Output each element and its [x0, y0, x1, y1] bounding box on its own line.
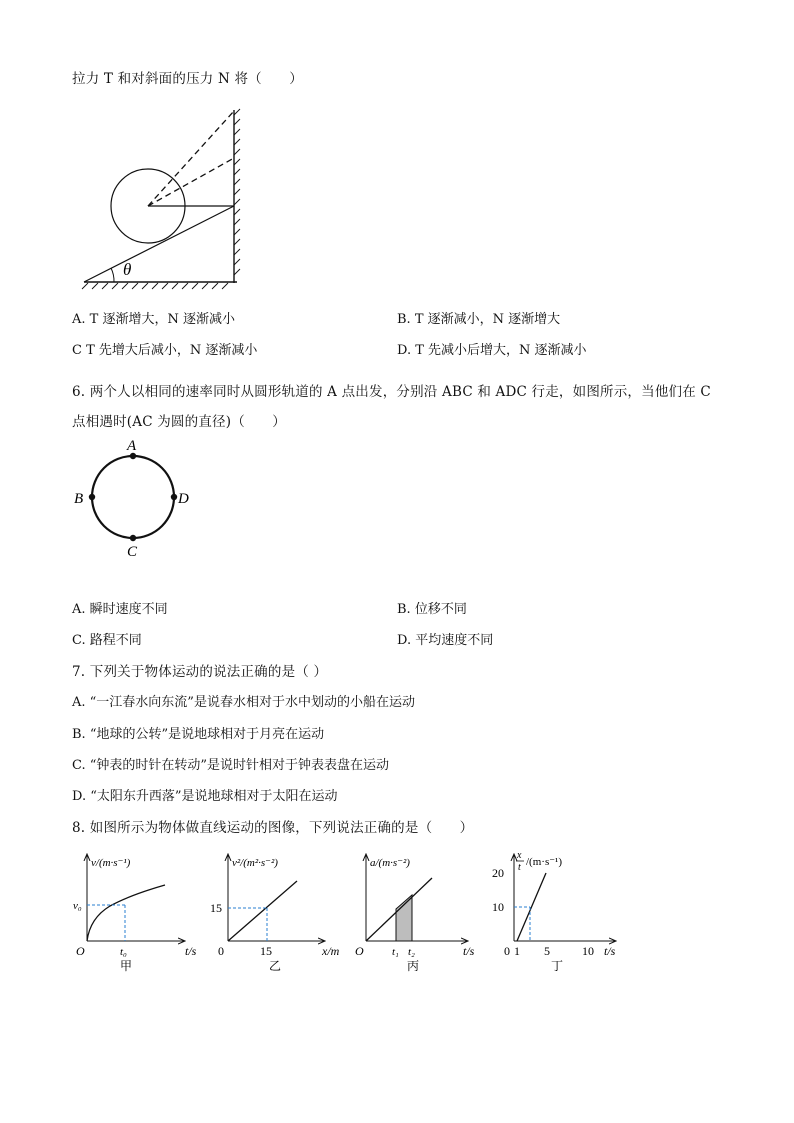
ding-ylabel-num: x: [517, 850, 522, 861]
q5-option-d[interactable]: D. T 先减小后增大，N 逐渐减小: [397, 343, 587, 358]
theta-label: θ: [123, 260, 132, 279]
q6-option-a[interactable]: A. 瞬时速度不同: [72, 602, 168, 617]
yi-caption: 乙: [269, 959, 282, 973]
q6-option-c[interactable]: C. 路程不同: [72, 633, 142, 648]
q6-option-d[interactable]: D. 平均速度不同: [397, 633, 494, 648]
point-a-label: A: [127, 438, 137, 454]
q5-stem-tail: 拉力 T 和对斜面的压力 N 将（ ）: [72, 71, 303, 87]
q6-stem-line1: 6. 两个人以相同的速率同时从圆形轨道的 A 点出发，分别沿 ABC 和 ADC 行走，如图所示，当他们在 C: [72, 384, 711, 400]
bing-xlabel: t/s: [463, 944, 475, 958]
ding-ylabel-den: t: [518, 862, 521, 873]
q7-stem: 7. 下列关于物体运动的说法正确的是（ ）: [72, 664, 328, 680]
yi-xtick: 15: [260, 944, 272, 958]
q6-option-b[interactable]: B. 位移不同: [397, 602, 467, 617]
q7-option-d[interactable]: D. “太阳东升西落”是说地球相对于太阳在运动: [72, 789, 338, 804]
jia-origin: O: [76, 944, 85, 958]
ding-ylabel-unit: /(m·s⁻¹): [526, 856, 562, 868]
graph-bing: [355, 854, 475, 973]
q5-option-c[interactable]: C T 先增大后减小，N 逐渐减小: [72, 343, 258, 358]
jia-xtick: t₀: [120, 946, 127, 958]
q8-stem: 8. 如图所示为物体做直线运动的图像，下列说法正确的是（ ）: [72, 820, 474, 836]
incline-ball-figure: [80, 105, 260, 295]
point-b-label: B: [74, 491, 84, 507]
point-c-label: C: [127, 544, 138, 560]
graph-yi: [210, 854, 340, 973]
q6-stem-line2: 点相遇时(AC 为圆的直径)（ ）: [72, 414, 287, 430]
yi-ylabel: v²/(m²·s⁻²): [232, 857, 278, 869]
bing-xtick1: t₁: [392, 946, 399, 958]
jia-ytick: v₀: [73, 900, 82, 912]
q7-option-b[interactable]: B. “地球的公转”是说地球相对于月亮在运动: [72, 727, 325, 742]
yi-ytick: 15: [210, 901, 222, 915]
jia-xlabel: t/s: [185, 944, 197, 958]
jia-caption: 甲: [120, 959, 133, 973]
jia-ylabel: v/(m·s⁻¹): [91, 857, 131, 869]
bing-xtick2: t₂: [408, 946, 415, 958]
yi-xlabel: x/m: [322, 944, 340, 958]
yi-origin: 0: [218, 944, 224, 958]
ding-xtick-10: 10: [582, 944, 594, 958]
graph-ding: [492, 850, 616, 973]
ding-xlabel: t/s: [604, 944, 616, 958]
ding-caption: 丁: [551, 959, 564, 973]
ding-ytick-10: 10: [492, 900, 504, 914]
ding-xtick-5: 5: [544, 944, 550, 958]
graph-jia: [73, 854, 197, 973]
bing-origin: O: [355, 944, 364, 958]
ding-origin: 0: [504, 944, 510, 958]
circle-track-figure: [70, 432, 210, 562]
ding-xtick-1: 1: [514, 944, 520, 958]
q7-option-a[interactable]: A. “一江春水向东流”是说春水相对于水中划动的小船在运动: [72, 695, 415, 710]
bing-caption: 丙: [407, 959, 420, 973]
q5-option-a[interactable]: A. T 逐渐增大，N 逐渐减小: [72, 312, 235, 327]
q7-option-c[interactable]: C. “钟表的时针在转动”是说时针相对于钟表表盘在运动: [72, 758, 390, 773]
bing-ylabel: a/(m·s⁻²): [370, 857, 410, 869]
graphs-figure: [70, 848, 630, 983]
point-d-label: D: [178, 491, 189, 507]
ding-ytick-20: 20: [492, 866, 504, 880]
q5-option-b[interactable]: B. T 逐渐减小，N 逐渐增大: [397, 312, 561, 327]
